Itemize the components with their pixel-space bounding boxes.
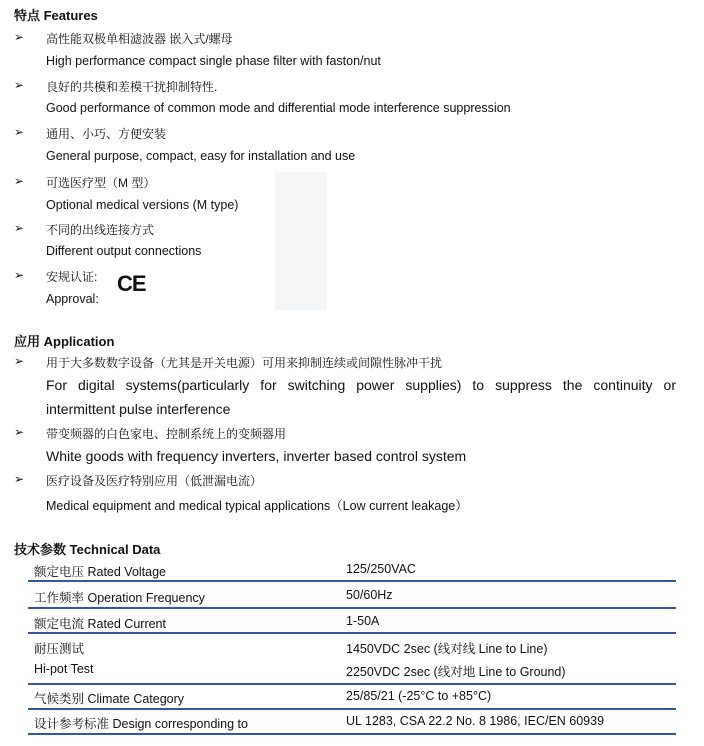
feature-4-en: Optional medical versions (M type) [46, 198, 239, 212]
row-label: 额定电流 Rated Current [34, 617, 166, 631]
bullet-icon: ➢ [14, 30, 25, 44]
application-2-en: White goods with frequency inverters, inverter based control system [46, 448, 467, 464]
row-value: 1-50A [346, 614, 380, 628]
row-value-line1: 1450VDC 2sec (线对线 Line to Line) [346, 642, 548, 656]
feature-4-cn: 可选医疗型（M 型） [46, 176, 156, 190]
application-1-en-line1: For digital systems(particularly for switching power supplies) to suppress the continuity or [46, 377, 676, 393]
row-label: 工作频率 Operation Frequency [34, 591, 205, 605]
table-row [28, 711, 676, 735]
table-row [28, 583, 676, 609]
feature-3-cn: 通用、小巧、方便安装 [46, 127, 167, 141]
table-row [28, 556, 676, 582]
application-heading: 应用 Application [14, 334, 115, 349]
row-value: 50/60Hz [346, 588, 393, 602]
application-1-en-line2: intermittent pulse interference [46, 401, 231, 417]
row-label: 气候类别 Climate Category [34, 692, 185, 706]
ce-mark-icon: CE [117, 271, 146, 296]
bullet-icon: ➢ [14, 268, 25, 282]
table-row [28, 610, 676, 634]
feature-5-en: Different output connections [46, 244, 202, 258]
feature-6-en: Approval: [46, 292, 99, 306]
row-value: 125/250VAC [346, 562, 416, 576]
row-label-line1: 耐压测试 [34, 642, 85, 656]
row-value: UL 1283, CSA 22.2 No. 8 1986, IEC/EN 60939 [346, 714, 605, 728]
bullet-icon: ➢ [14, 174, 25, 188]
features-heading: 特点 Features [14, 8, 98, 23]
bullet-icon: ➢ [14, 125, 25, 139]
application-2-cn: 带变频器的白色家电、控制系统上的变频器用 [46, 427, 287, 441]
application-3-cn: 医疗设备及医疗特别应用（低泄漏电流） [46, 474, 263, 488]
bullet-icon: ➢ [14, 472, 25, 486]
table-row [28, 686, 676, 710]
bullet-icon: ➢ [14, 354, 25, 368]
row-label-line2: Hi-pot Test [34, 662, 94, 676]
feature-6-cn: 安规认证: [46, 270, 98, 284]
bullet-icon: ➢ [14, 78, 25, 92]
row-label: 设计参考标准 Design corresponding to [34, 717, 248, 731]
application-3-en: Medical equipment and medical typical applications（Low current leakage） [46, 499, 468, 513]
row-label: 额定电压 Rated Voltage [34, 565, 167, 579]
row-value-line2: 2250VDC 2sec (线对地 Line to Ground) [346, 665, 566, 679]
feature-1-cn: 高性能双极单相滤波器 嵌入式/螺母 [46, 32, 233, 46]
feature-3-en: General purpose, compact, easy for installation and use [46, 149, 356, 163]
feature-1-en: High performance compact single phase filter with faston/nut [46, 54, 381, 68]
feature-2-en: Good performance of common mode and differential mode interference suppression [46, 101, 511, 115]
row-value: 25/85/21 (-25°C to +85°C) [346, 689, 492, 703]
table-row [28, 635, 676, 685]
background-panel [275, 172, 327, 310]
feature-5-cn: 不同的出线连接方式 [46, 223, 155, 237]
feature-2-cn: 良好的共模和差模干扰抑制特性. [46, 80, 218, 94]
technical-data-heading: 技术参数 Technical Data [14, 542, 161, 557]
bullet-icon: ➢ [14, 221, 25, 235]
application-1-cn: 用于大多数数字设备（尤其是开关电源）可用来抑制连续或间隙性脉冲干扰 [46, 356, 443, 370]
bullet-icon: ➢ [14, 425, 25, 439]
